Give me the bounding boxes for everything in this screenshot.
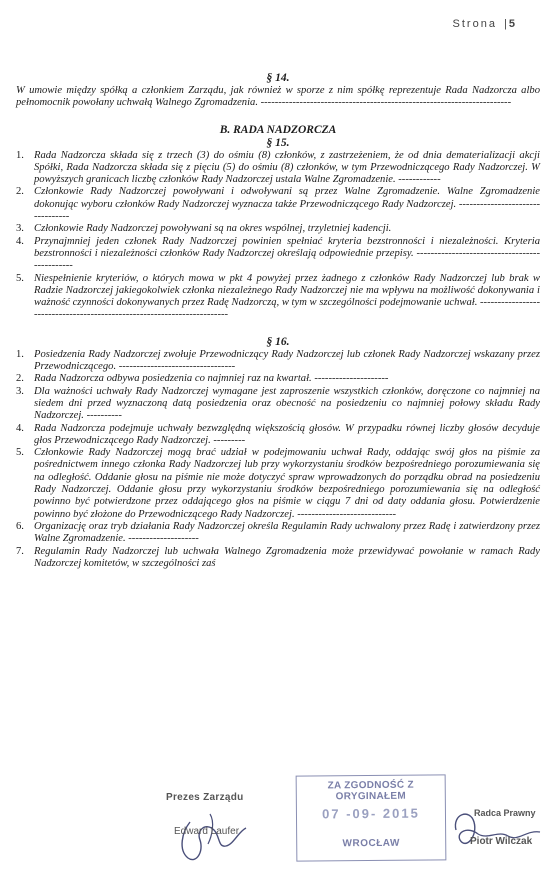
item-text: Regulamin Rady Nadzorczej lub uchwała Walnego Zgromadzenia może przewidywać powołanie w ramach Rady Nadzorczej komitetów, w szczególności zaś [34, 545, 540, 569]
section-16-list [16, 349, 540, 570]
page-label: Strona [452, 18, 497, 30]
section-16-heading: § 16. [266, 335, 290, 348]
item-number: 6. [16, 520, 24, 532]
section-16-item [16, 521, 540, 546]
legal-counsel-name: Piotr Wilczak [470, 836, 533, 847]
item-number: 3. [16, 223, 24, 235]
section-16-item [16, 546, 540, 571]
item-text: Rada Nadzorcza podejmuje uchwały bezwzględną większością głosów. W przypadku równej liczby głosów decyduje głos Przewodniczącego Rady Nadzorczej. --------- [34, 422, 540, 446]
item-number: 4. [16, 235, 24, 247]
stamp-title: ZA ZGODNOŚĆ Z ORYGINAŁEM [327, 779, 414, 803]
item-text: Posiedzenia Rady Nadzorczej zwołuje Przewodniczący Rady Nadzorczej lub członek Rady Nadzorczej wskazany przez Przewodniczącego. --------------------------------- [34, 348, 540, 373]
legal-counsel-title: Radca Prawny [474, 808, 536, 818]
management-signature-title: Prezes Zarządu [166, 792, 244, 803]
item-number: 1. [16, 149, 24, 161]
section-16-item [16, 373, 540, 385]
item-text: Rada Nadzorcza składa się z trzech (3) do ośmiu (8) członków, z zastrzeżeniem, że od dnia dematerializacji akcji Spółki, Rada Nadzorcza składa się z pięciu (5) do ośmiu (8) członków, w tym Przewodniczącego Rady Nadzorczej. W powyższych granicach liczbę członków Rady Nadzorczej ustala Walne Zgromadzenie. ------------ [34, 149, 540, 186]
document-body [16, 72, 540, 570]
item-text: Niespełnienie kryteriów, o których mowa w pkt 4 powyżej przez żadnego z członków Rady Nadzorczej lub brak w Radzie Nadzorczej jakiegokolwiek członka niezależnego Rady Nadzorczej nie ma wpływu na możliwość dokonywania i ważność czynności dokonywanych przez Radę Nadzorczą, w tym w szczególności podejmowanie uchwał. ------------------------------------------------------------------------ [34, 272, 540, 321]
item-number: 2. [16, 373, 24, 385]
page-number: 5 [508, 18, 515, 30]
item-text: Rada Nadzorcza odbywa posiedzenia co najmniej raz na kwartał. --------------------- [34, 373, 389, 385]
item-number: 5. [16, 272, 24, 284]
section-16-item [16, 447, 540, 521]
item-number: 2. [16, 186, 24, 198]
page-header [453, 18, 515, 30]
section-15-list [16, 150, 540, 322]
item-text: Członkowie Rady Nadzorczej powoływani są na okres wspólnej, trzyletniej kadencji. [34, 223, 392, 235]
section-15-item [16, 223, 540, 235]
section-16-item [16, 423, 540, 448]
management-signature [160, 792, 280, 872]
stamp-date: 07 -09- 2015 [322, 805, 420, 822]
item-number: 4. [16, 422, 24, 434]
item-text: Przynajmniej jeden członek Rady Nadzorczej powinien spełniać kryteria bezstronności i niezależności. Kryteria bezstronności i niezależności członków Rady Nadzorczej określają odpowiednie przepisy. ---------------------------------------------- [34, 235, 540, 272]
page-separator: | [504, 18, 507, 30]
item-text: Członkowie Rady Nadzorczej powoływani i odwoływani są przez Walne Zgromadzenie. Walne Zgromadzenie dokonując wyboru członków Rady Nadzorczej wyznacza także Przewodniczącego Rady Nadzorczej. --------------------------------- [34, 186, 540, 223]
chapter-b-heading: B. RADA NADZORCZA [219, 123, 337, 136]
section-15-item [16, 273, 540, 322]
item-text: Członkowie Rady Nadzorczej mogą brać udział w podejmowaniu uchwał Rady, oddając swój głos na piśmie za pośrednictwem innego członka Rady Nadzorczej lub przy wykorzystaniu środków bezpośredniego porozumiewania się na odległość. Oddanie głosu na piśmie nie może dotyczyć spraw wprowadzonych do porządku obrad na posiedzeniu Rady Nadzorczej. Oddanie głosu przy wykorzystaniu środków bezpośredniego porozumiewania się na odległość powinno być potwierdzone przez oddającego głos na piśmie w ciągu 7 dni od daty oddania głosu. Potwierdzenie powinno być złożone do Przewodniczącego Rady Nadzorczej. ---------------------------- [34, 447, 540, 520]
item-number: 7. [16, 545, 24, 557]
section-14-text: W umowie między spółką a członkiem Zarządu, jak również w sporze z nim spółkę reprezentuje Rada Nadzorcza albo pełnomocnik powołany uchwałą Walnego Zgromadzenia. ----------------------------------------------------------------------- [16, 85, 540, 109]
certified-copy-stamp [296, 774, 447, 861]
management-signature-name: Edward Laufer [174, 826, 240, 837]
section-16-item [16, 349, 540, 374]
stamp-city: WROCŁAW [342, 837, 400, 850]
section-15-item [16, 150, 540, 187]
section-16-item [16, 386, 540, 423]
section-15-item [16, 236, 540, 273]
section-15-item [16, 186, 540, 223]
item-text: Dla ważności uchwały Rady Nadzorczej wymagane jest zaproszenie wszystkich członków, doręczone co najmniej na siedem dni przed wyznaczoną datą posiedzenia oraz obecność na posiedzeniu co najmniej połowy składu Rady Nadzorczej. ---------- [34, 385, 540, 422]
item-number: 1. [16, 348, 24, 360]
section-14-heading: § 14. [266, 72, 290, 84]
legal-counsel-signature [448, 800, 548, 870]
section-15-heading: § 15. [266, 136, 290, 149]
item-number: 3. [16, 385, 24, 397]
item-text: Organizację oraz tryb działania Rady Nadzorczej określa Regulamin Rady uchwalony przez Radę i zatwierdzony przez Walne Zgromadzenie. -------------------- [34, 520, 540, 545]
item-number: 5. [16, 447, 24, 459]
